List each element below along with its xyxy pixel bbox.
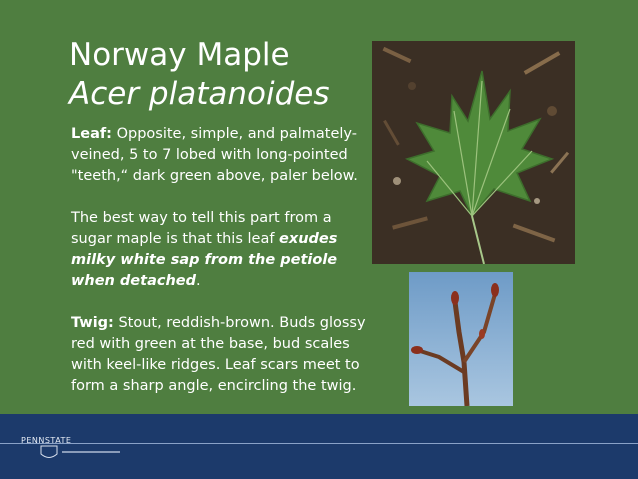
compare-emphasis: exudes milky white sap from the petiole when detached <box>71 231 338 289</box>
twig-photo-image <box>409 272 513 406</box>
leaf-paragraph <box>71 124 373 187</box>
pennstate-shield-icon <box>40 445 58 461</box>
leaf-label: Leaf: <box>71 126 112 142</box>
twig-label: Twig: <box>71 315 114 331</box>
footer-divider <box>0 443 638 444</box>
department-wordmark <box>62 450 122 455</box>
twig-text: Stout, reddish-brown. Buds glossy red with green at the base, bud scales with keel-like ridges. Leaf scars meet to form a sharp angle, encircling the twig. <box>71 315 366 394</box>
pennstate-logo-text: PENNSTATE <box>21 436 72 445</box>
twig-paragraph <box>71 313 373 397</box>
twig-photo <box>409 272 513 406</box>
compare-text-end: . <box>196 273 201 289</box>
leaf-text: Opposite, simple, and palmately-veined, 5 to 7 lobed with long-pointed "teeth,“ dark green above, paler below. <box>71 126 358 184</box>
title-scientific-name: Acer platanoides <box>69 76 330 112</box>
leaf-photo <box>372 41 575 264</box>
compare-paragraph <box>71 208 373 292</box>
compare-text: The best way to tell this part from a sugar maple is that this leaf <box>71 210 332 247</box>
footer-bar <box>0 414 638 479</box>
title-common-name: Norway Maple <box>69 37 290 73</box>
description-body <box>71 124 373 418</box>
leaf-photo-image <box>372 41 575 264</box>
